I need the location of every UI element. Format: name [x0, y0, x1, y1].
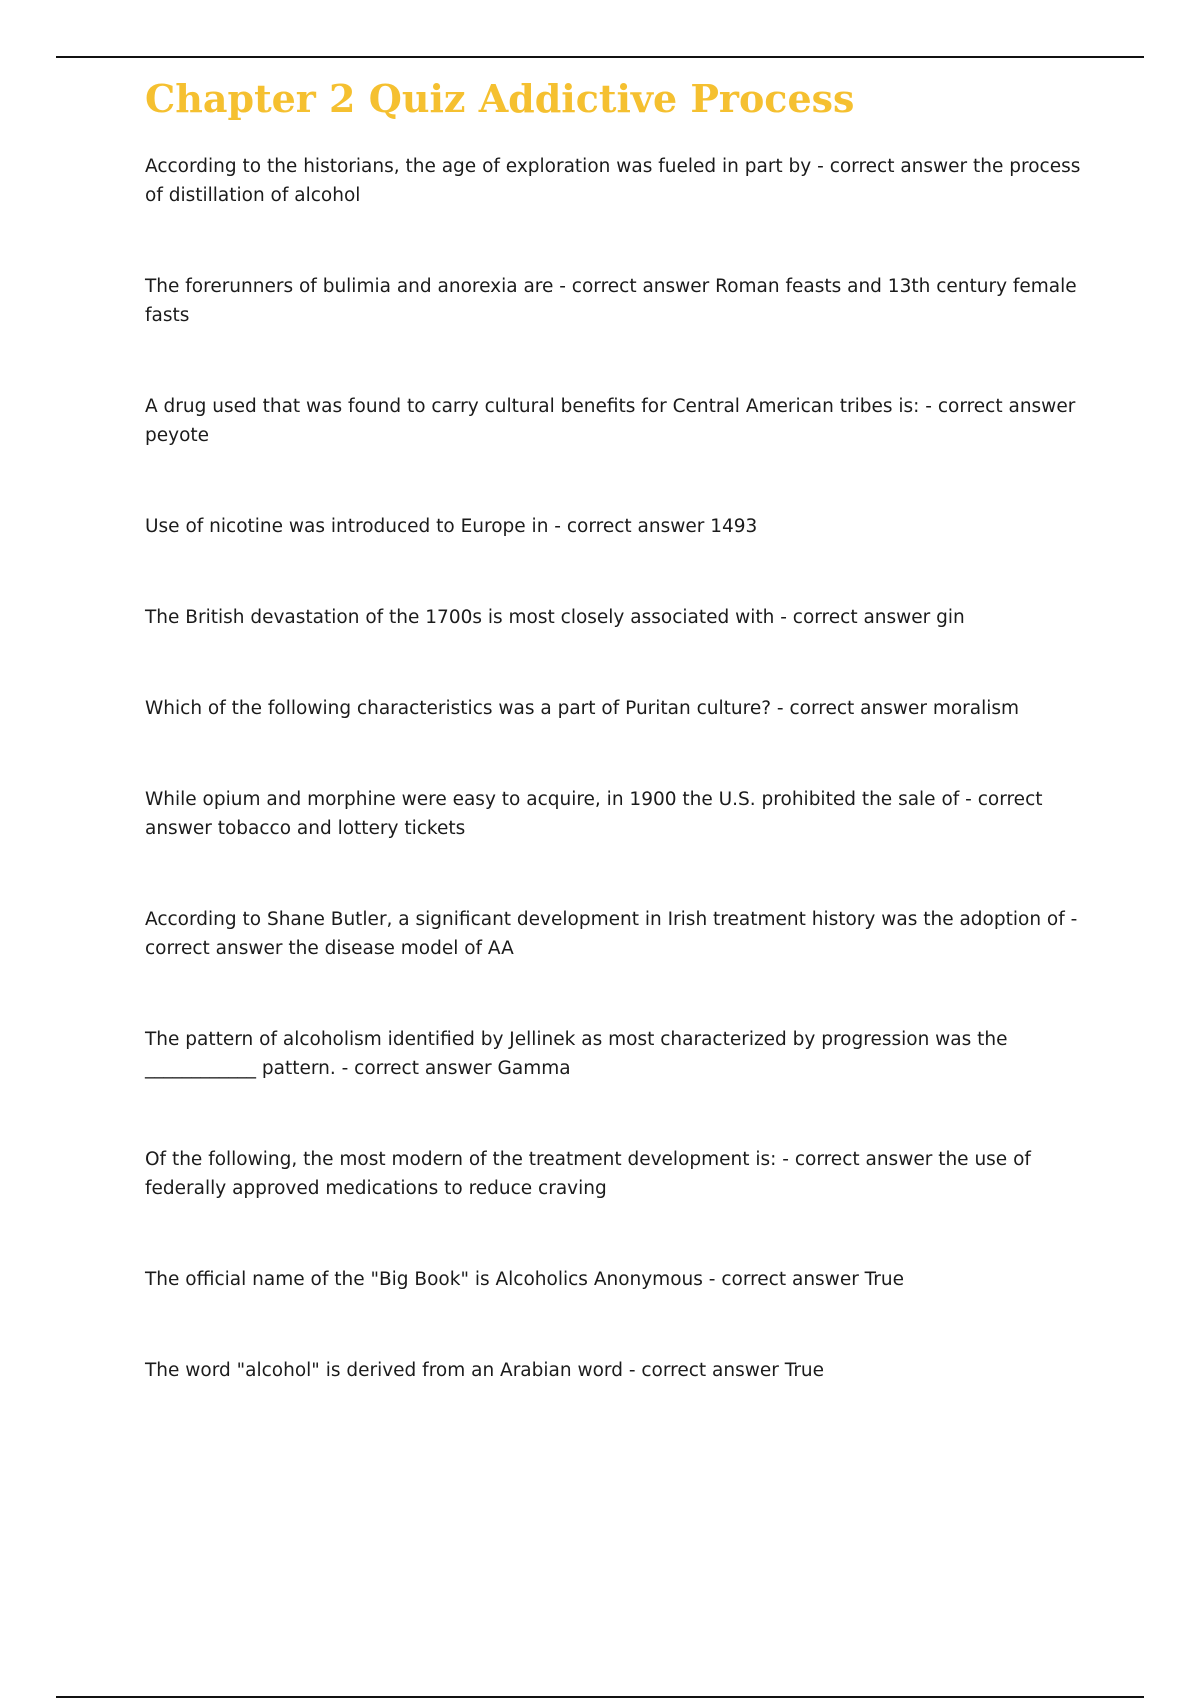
question-item: Of the following, the most modern of the treatment development is: - correct answer the use of federally approved medications to reduce craving	[145, 1149, 1031, 1199]
question-item: Use of nicotine was introduced to Europe in - correct answer 1493	[145, 516, 758, 537]
question-item: The word "alcohol" is derived from an Arabian word - correct answer True	[145, 1360, 825, 1381]
question-item: The British devastation of the 1700s is most closely associated with - correct answer gin	[145, 607, 965, 628]
page-title: Chapter 2 Quiz Addictive Process	[145, 76, 855, 121]
top-divider	[56, 56, 1144, 58]
question-list	[145, 152, 1085, 1385]
question-item: The forerunners of bulimia and anorexia are - correct answer Roman feasts and 13th century female fasts	[145, 276, 1077, 326]
question-item: According to the historians, the age of exploration was fueled in part by - correct answer the process of distillation of alcohol	[145, 156, 1081, 206]
question-item: Which of the following characteristics was a part of Puritan culture? - correct answer moralism	[145, 698, 1020, 719]
question-item: While opium and morphine were easy to acquire, in 1900 the U.S. prohibited the sale of - correct answer tobacco and lottery tickets	[145, 789, 1043, 839]
bottom-divider	[56, 1696, 1144, 1698]
question-item: According to Shane Butler, a significant development in Irish treatment history was the adoption of - correct answer the disease model of AA	[145, 909, 1078, 959]
question-item: The pattern of alcoholism identified by Jellinek as most characterized by progression was the ____________ pattern. - correct answer Gamma	[145, 1029, 1008, 1079]
document-body	[145, 66, 1085, 1447]
question-item: A drug used that was found to carry cultural benefits for Central American tribes is: - correct answer peyote	[145, 396, 1076, 446]
question-item: The official name of the "Big Book" is Alcoholics Anonymous - correct answer True	[145, 1269, 904, 1290]
